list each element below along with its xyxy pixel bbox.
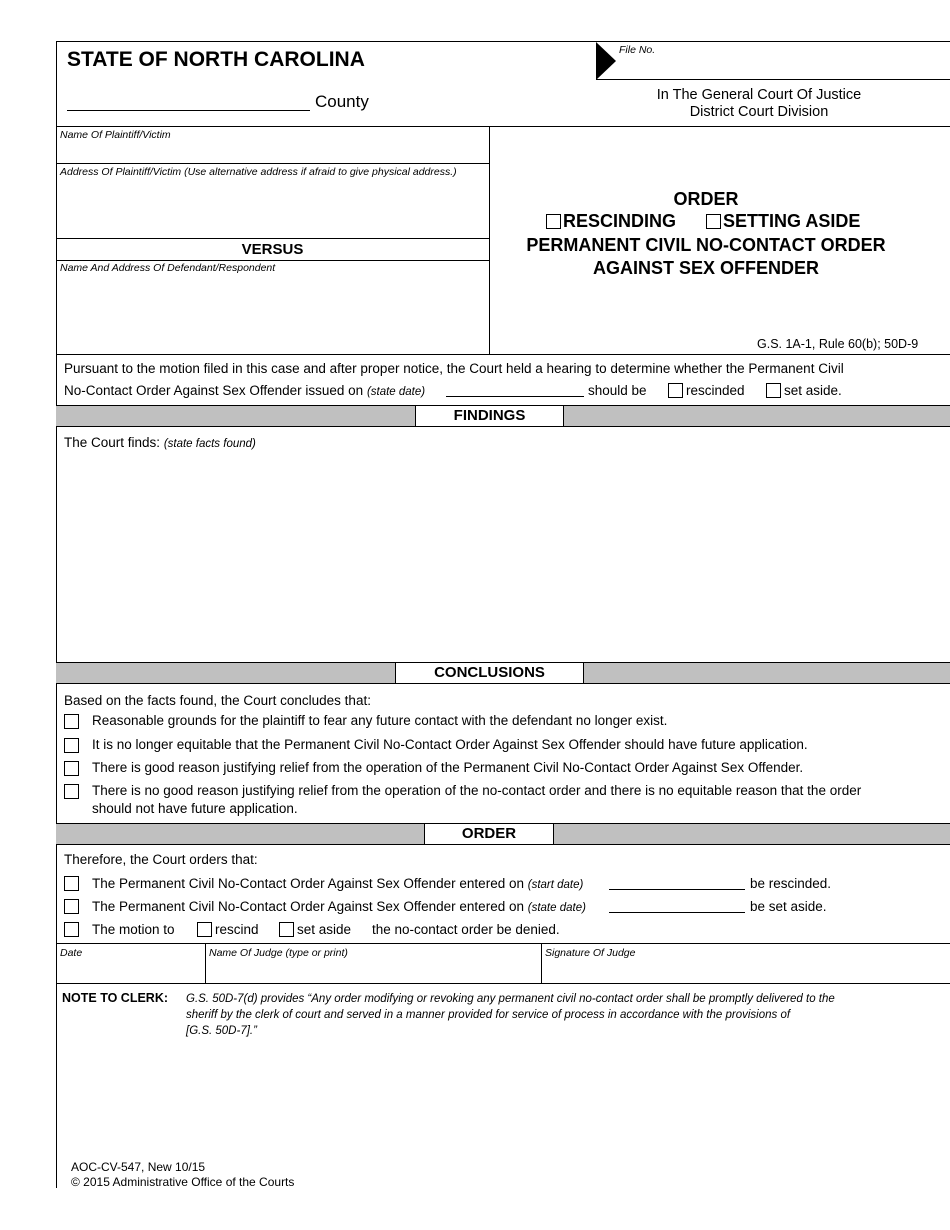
intro-date-blank[interactable] [446, 396, 584, 397]
judge-name-label: Name Of Judge (type or print) [209, 947, 348, 959]
order-title: ORDER [673, 189, 739, 209]
order-header: ORDER [424, 823, 554, 845]
party-bottom-divider [56, 354, 950, 355]
order-rescind-checkbox[interactable] [197, 922, 212, 937]
note-line3: [G.S. 50D-7].” [186, 1025, 257, 1037]
order-item-2 [92, 899, 586, 914]
order-title-line4: AGAINST SEX OFFENDER [592, 258, 820, 278]
court-finds-label [64, 435, 256, 450]
note-line2: sheriff by the clerk of court and served in a manner provided for service of process in accordance with the provisions of [186, 1009, 791, 1021]
rescinding-checkbox[interactable] [546, 214, 561, 229]
note-line1: G.S. 50D-7(d) provides “Any order modifying or revoking any permanent civil no-contact order shall be promptly delivered to the [186, 993, 835, 1005]
intro-set-aside-label: set aside. [784, 383, 842, 398]
file-no-label: File No. [619, 44, 656, 56]
plaintiff-address-divider [56, 238, 489, 239]
conclusion-checkbox-2[interactable] [64, 738, 79, 753]
intro-rescinded-checkbox[interactable] [668, 383, 683, 398]
setting-aside-label: SETTING ASIDE [723, 211, 861, 231]
rescinding-label: RESCINDING [563, 211, 677, 231]
conclusion-checkbox-3[interactable] [64, 761, 79, 776]
intro-set-aside-checkbox[interactable] [766, 383, 781, 398]
order-rescind-label: rescind [215, 922, 259, 937]
defendant-label: Name And Address Of Defendant/Respondent [60, 262, 276, 274]
state-facts-hint: (state facts found) [163, 438, 256, 450]
conclusion-item-2: It is no longer equitable that the Permanent Civil No-Contact Order Against Sex Offender should have future application. [92, 737, 808, 752]
county-blank[interactable] [67, 110, 310, 111]
court-line1: In The General Court Of Justice [656, 87, 862, 103]
intro-line2-text: No-Contact Order Against Sex Offender issued on [64, 383, 364, 398]
intro-line2 [64, 383, 425, 398]
plaintiff-name-divider [56, 163, 489, 164]
state-title: STATE OF NORTH CAROLINA [67, 48, 365, 71]
plaintiff-name-field[interactable] [57, 141, 489, 163]
order-intro: Therefore, the Court orders that: [64, 852, 258, 867]
conclusion-checkbox-4[interactable] [64, 784, 79, 799]
judge-name-field[interactable] [206, 960, 540, 982]
order-checkbox-3[interactable] [64, 922, 79, 937]
findings-text-area[interactable] [60, 455, 940, 660]
order-checkbox-2[interactable] [64, 899, 79, 914]
setting-aside-checkbox[interactable] [706, 214, 721, 229]
statute-reference: G.S. 1A-1, Rule 60(b); 50D-9 [757, 337, 919, 351]
plaintiff-name-label: Name Of Plaintiff/Victim [60, 129, 171, 141]
order-item-2-date-hint: (state date) [527, 902, 586, 914]
versus-label: VERSUS [241, 241, 304, 258]
form-number: AOC-CV-547, New 10/15 [71, 1160, 206, 1174]
header-divider [56, 126, 950, 127]
judge-signature-label: Signature Of Judge [545, 947, 636, 959]
order-checkbox-1[interactable] [64, 876, 79, 891]
order-title-line3: PERMANENT CIVIL NO-CONTACT ORDER [526, 235, 886, 255]
order-item-2-text: The Permanent Civil No-Contact Order Against Sex Offender entered on [92, 899, 524, 914]
findings-header: FINDINGS [415, 405, 564, 427]
plaintiff-address-field[interactable] [57, 180, 489, 237]
order-set-aside-checkbox[interactable] [279, 922, 294, 937]
intro-line1: Pursuant to the motion filed in this case and after proper notice, the Court held a hearing to determine whether the Permanent Civil [64, 361, 844, 376]
order-item-1-suffix: be rescinded. [750, 876, 832, 891]
conclusion-item-1: Reasonable grounds for the plaintiff to fear any future contact with the defendant no longer exist. [92, 713, 668, 728]
order-item-1 [92, 876, 583, 891]
conclusion-item-4: There is no good reason justifying relief from the operation of the no-contact order and there is no equitable reason that the order [92, 783, 862, 798]
conclusions-intro: Based on the facts found, the Court concludes that: [64, 693, 371, 708]
court-line2: District Court Division [689, 104, 829, 120]
versus-divider [56, 260, 489, 261]
defendant-field[interactable] [57, 276, 489, 352]
date-field[interactable] [57, 960, 204, 982]
date-label: Date [60, 947, 83, 959]
order-set-aside-label: set aside [297, 922, 352, 937]
intro-rescinded-label: rescinded [686, 383, 745, 398]
conclusions-header: CONCLUSIONS [395, 662, 584, 684]
order-item-1-text: The Permanent Civil No-Contact Order Against Sex Offender entered on [92, 876, 524, 891]
order-item-1-date-blank[interactable] [609, 889, 745, 890]
conclusion-item-3: There is good reason justifying relief from the operation of the Permanent Civil No-Contact Order Against Sex Offender. [92, 760, 804, 775]
signature-bottom-line [56, 983, 950, 984]
order-item-3-suffix: the no-contact order be denied. [372, 922, 560, 937]
order-item-2-date-blank[interactable] [609, 912, 745, 913]
file-no-arrow-icon [596, 42, 618, 80]
copyright: © 2015 Administrative Office of the Courts [71, 1175, 295, 1189]
note-to-clerk-label: NOTE TO CLERK: [62, 991, 169, 1005]
intro-should-be: should be [588, 383, 647, 398]
conclusion-item-4-cont: should not have future application. [92, 801, 298, 816]
conclusion-checkbox-1[interactable] [64, 714, 79, 729]
judge-signature-field[interactable] [542, 960, 942, 982]
file-no-field[interactable] [596, 79, 950, 80]
order-item-1-date-hint: (start date) [527, 879, 584, 891]
court-finds-text: The Court finds: [64, 435, 161, 450]
order-item-2-suffix: be set aside. [750, 899, 827, 914]
intro-state-date-hint: (state date) [366, 386, 426, 398]
plaintiff-address-label: Address Of Plaintiff/Victim (Use alternative address if afraid to give physical address.) [60, 166, 457, 178]
top-border [56, 41, 950, 42]
order-item-3-prefix: The motion to [92, 922, 175, 937]
county-label: County [315, 92, 369, 111]
signature-top-line [56, 943, 950, 944]
